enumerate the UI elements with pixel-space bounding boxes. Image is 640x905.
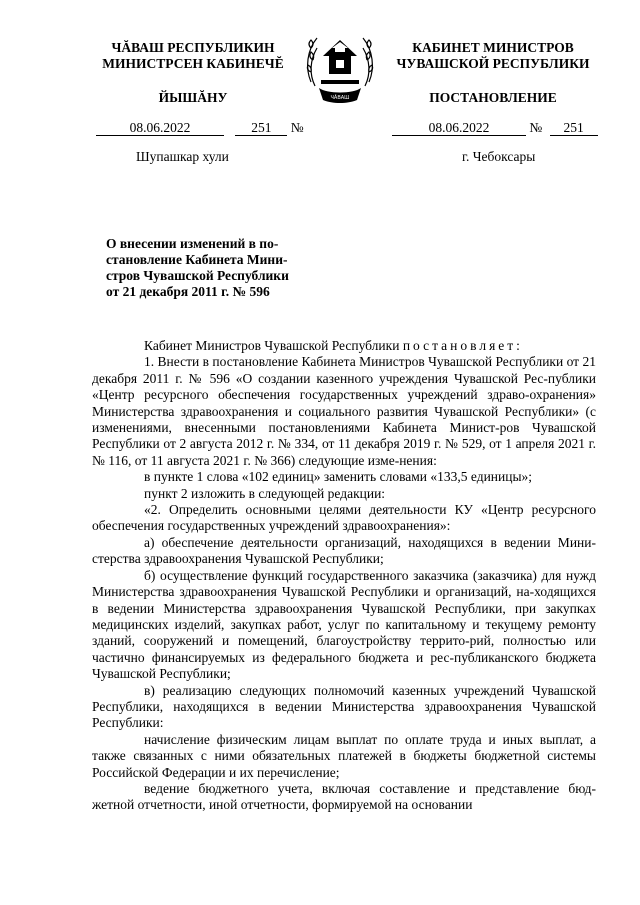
number-left: 251: [235, 121, 287, 136]
paragraph: в) реализацию следующих полномочий казенных учреждений Чувашской Республики, находящихся в ведении Министерства здравоохранения Чувашской Республики:: [92, 682, 596, 731]
header-chuvash: [78, 40, 308, 106]
title-line: стров Чувашской Республики: [106, 268, 289, 283]
title-line: О внесении изменений в по-: [106, 236, 279, 251]
number-sign-left: №: [290, 120, 304, 135]
number-line-right: [392, 120, 598, 136]
number-line-left: [96, 120, 304, 136]
paragraph: пункт 2 изложить в следующей редакции:: [144, 485, 386, 501]
svg-text:ЧĂВАШ: ЧĂВАШ: [330, 95, 350, 101]
place-russian: г. Чебоксары: [462, 149, 536, 164]
paragraph: 1. Внести в постановление Кабинета Министров Чувашской Республики от 21 декабря 2011 г. № 596 «О создании казенного учреждения Чувашской Рес-публики «Центр ресурсного обеспечения государственных учреждений здраво-охранения» Министерства здравоохранения и социального развития Чувашской Республики» (с изменениями, внесенными постановлениями Кабинета Минист-ров Чувашской Республики от 2 августа 2012 г. № 334, от 11 декабря 2019 г. № 529, от 1 апреля 2021 г. № 116, от 11 августа 2021 г. № 366) следующие изме-нения:: [92, 354, 596, 468]
date-right: 08.06.2022: [392, 121, 526, 136]
number-sign-right: №: [529, 120, 543, 135]
title-line: от 21 декабря 2011 г. № 596: [106, 284, 270, 299]
date-left: 08.06.2022: [96, 121, 224, 136]
document-title: [106, 236, 302, 300]
paragraph: б) осуществление функций государственного заказчика (заказчика) для нужд Министерства здравоохранения Чувашской Республики и организаций, на-ходящихся в ведении Министерства здравоохранения Чувашской Республики, при закупках медицинских изделий, закупках работ, услуг по капитальному и текущему ремонту зданий, сооружений и помещений, благоустройству террито-рий, полностью или частично финансируемых из федерального бюджета и рес-публиканского бюджета Чувашской Республики;: [92, 567, 596, 682]
paragraph: [92, 338, 596, 354]
paragraph: в пункте 1 слова «102 единиц» заменить словами «133,5 единицы»;: [144, 469, 533, 485]
header-chuvash-line1: ЧĂВАШ РЕСПУБЛИКИН: [111, 40, 275, 55]
header-chuvash-line2: МИНИСТРСЕН КАБИНЕЧĔ: [102, 56, 284, 71]
coat-of-arms-emblem: [301, 24, 379, 106]
paragraph: «2. Определить основными целями деятельности КУ «Центр ресурсного обеспечения государственных учреждений здравоохранения»:: [92, 502, 596, 534]
header-chuvash-doctype: ЙЫШĂНУ: [158, 90, 228, 105]
paragraph-spaced-word: постановляет:: [402, 338, 523, 353]
header-russian-line2: ЧУВАШСКОЙ РЕСПУБЛИКИ: [396, 56, 590, 71]
paragraph: начисление физическим лицам выплат по оплате труда и иных выплат, а также связанных с ними обязательных платежей в бюджеты бюджетной системы Российской Федерации и их перечисление;: [92, 731, 596, 780]
number-right: 251: [550, 121, 598, 136]
paragraph: а) обеспечение деятельности организаций, находящихся в ведении Мини-стерства здравоохранения Чувашской Республики;: [92, 534, 596, 567]
document-body: [92, 338, 596, 814]
place-chuvash: Шупашкар хули: [136, 149, 229, 164]
title-line: становление Кабинета Мини-: [106, 252, 288, 267]
header-russian: [378, 40, 608, 106]
paragraph: ведение бюджетного учета, включая составление и представление бюд-жетной отчетности, иной отчетности, формируемой на основании: [92, 780, 596, 813]
header-russian-line1: КАБИНЕТ МИНИСТРОВ: [412, 40, 574, 55]
paragraph-text: Кабинет Министров Чувашской Республики: [144, 338, 403, 353]
header-russian-doctype: ПОСТАНОВЛЕНИЕ: [429, 90, 557, 105]
